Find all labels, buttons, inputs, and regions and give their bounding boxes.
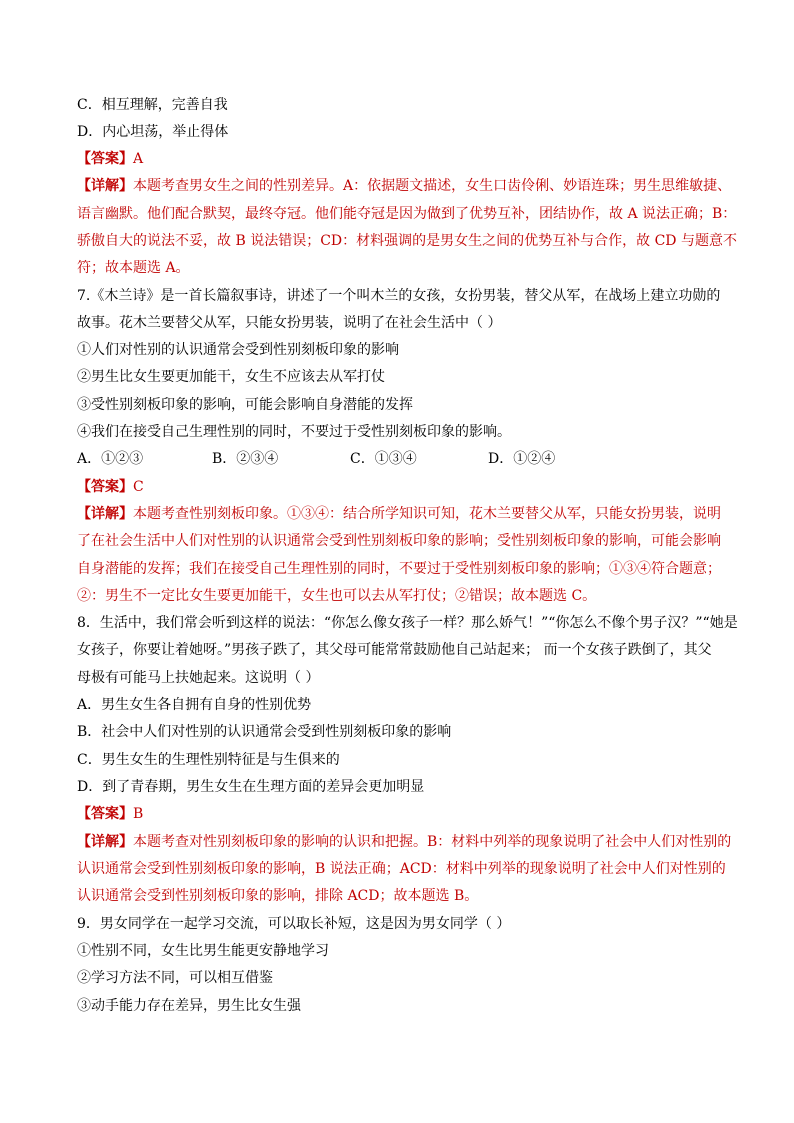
q7-detail-line: ②：男生不一定比女生要更加能干，女生也可以去从军打仗；②错误；故本题选 C。 [77,588,597,604]
q9-stem: 9．男女同学在一起学习交流，可以取长补短，这是因为男女同学（ ） [77,916,511,932]
q9-statement: ②学习方法不同，可以相互借鉴 [77,970,273,986]
q6-option-c: C．相互理解，完善自我 [77,97,228,113]
q7-statement: ③受性别刻板印象的影响，可能会影响自身潜能的发挥 [77,397,413,413]
q7-choice-b: B．②③④ [212,451,279,467]
answer-tag: 【答案】 [77,806,133,822]
q8-detail-line [77,832,731,852]
answer-tag: 【答案】 [77,151,133,167]
q8-option-b: B．社会中人们对性别的认识通常会受到性别刻板印象的影响 [77,724,452,740]
q8-option-d: D．到了青春期，男生女生在生理方面的差异会更加明显 [77,779,425,795]
q6-detail-line: 骄傲自大的说法不妥，故 B 说法错误；CD：材料强调的是男女生之间的优势互补与合作，故 CD 与题意不 [77,233,737,249]
detail-text: 本题考查性别刻板印象。①③④：结合所学知识可知，花木兰要替父从军，只能女扮男装，说明 [133,506,721,522]
q7-answer [77,477,144,497]
q8-stem: 8．生活中，我们常会听到这样的说法：“你怎么像女孩子一样？那么娇气！”“你怎么不像个男子汉？”“她是 [77,615,738,631]
answer-value: B [133,806,144,822]
q9-statement: ③动手能力存在差异，男生比女生强 [77,998,301,1014]
q7-statement: ②男生比女生要更加能干，女生不应该去从军打仗 [77,369,385,385]
q8-option-c: C．男生女生的生理性别特征是与生俱来的 [77,752,340,768]
q6-detail-line [77,176,731,196]
q7-stem: 7.《木兰诗》是一首长篇叙事诗，讲述了一个叫木兰的女孩，女扮男装，替父从军，在战场上建立功勋的 [77,288,721,304]
q6-option-d: D．内心坦荡，举止得体 [77,124,229,140]
q9-statement: ①性别不同，女生比男生能更安静地学习 [77,943,329,959]
q7-detail-line: 了在社会生活中人们对性别的认识通常会受到性别刻板印象的影响；受性别刻板印象的影响，可能会影响 [77,533,721,549]
answer-value: C [133,479,144,495]
answer-value: A [133,151,144,167]
detail-tag: 【详解】 [77,506,133,522]
q7-statement: ④我们在接受自己生理性别的同时，不要过于受性别刻板印象的影响。 [77,424,511,440]
q6-detail-line: 语言幽默。他们配合默契，最终夺冠。他们能夺冠是因为做到了优势互补，团结协作，故 A 说法正确；B： [77,206,737,222]
q7-stem: 故事。花木兰要替父从军，只能女扮男装，说明了在社会生活中（ ） [77,315,502,331]
q7-detail-line [77,504,721,524]
detail-tag: 【详解】 [77,178,133,194]
detail-text: 本题考查男女生之间的性别差异。A：依据题文描述，女生口齿伶俐、妙语连珠；男生思维敏捷、 [133,178,732,194]
q8-answer [77,804,143,824]
q8-stem: 女孩子，你要让着她呀。”男孩子跌了，其父母可能常常鼓励他自己站起来； 而一个女孩子跌倒了，其父 [77,642,712,658]
answer-tag: 【答案】 [77,479,133,495]
q8-detail-line: 认识通常会受到性别刻板印象的影响，B 说法正确；ACD：材料中列举的现象说明了社会中人们对性别的 [77,861,726,877]
q6-answer [77,149,143,169]
q7-choice-d: D．①②④ [488,451,556,467]
q8-option-a: A．男生女生各自拥有自身的性别优势 [77,697,312,713]
q7-choices [77,449,717,469]
q7-detail-line: 自身潜能的发挥；我们在接受自己生理性别的同时，不要过于受性别刻板印象的影响；①③④符合题意； [77,561,721,577]
q7-statement: ①人们对性别的认识通常会受到性别刻板印象的影响 [77,342,399,358]
q8-stem: 母极有可能马上扶她起来。这说明（ ） [77,670,320,686]
q7-choice-a: A．①②③ [77,451,144,467]
q8-detail-line: 认识通常会受到性别刻板印象的影响，排除 ACD；故本题选 B。 [77,888,479,904]
detail-text: 本题考查对性别刻板印象的影响的认识和把握。B：材料中列举的现象说明了社会中人们对性别的 [133,834,732,850]
q6-detail-line: 符；故本题选 A。 [77,260,190,276]
q7-choice-c: C．①③④ [350,451,417,467]
detail-tag: 【详解】 [77,834,133,850]
